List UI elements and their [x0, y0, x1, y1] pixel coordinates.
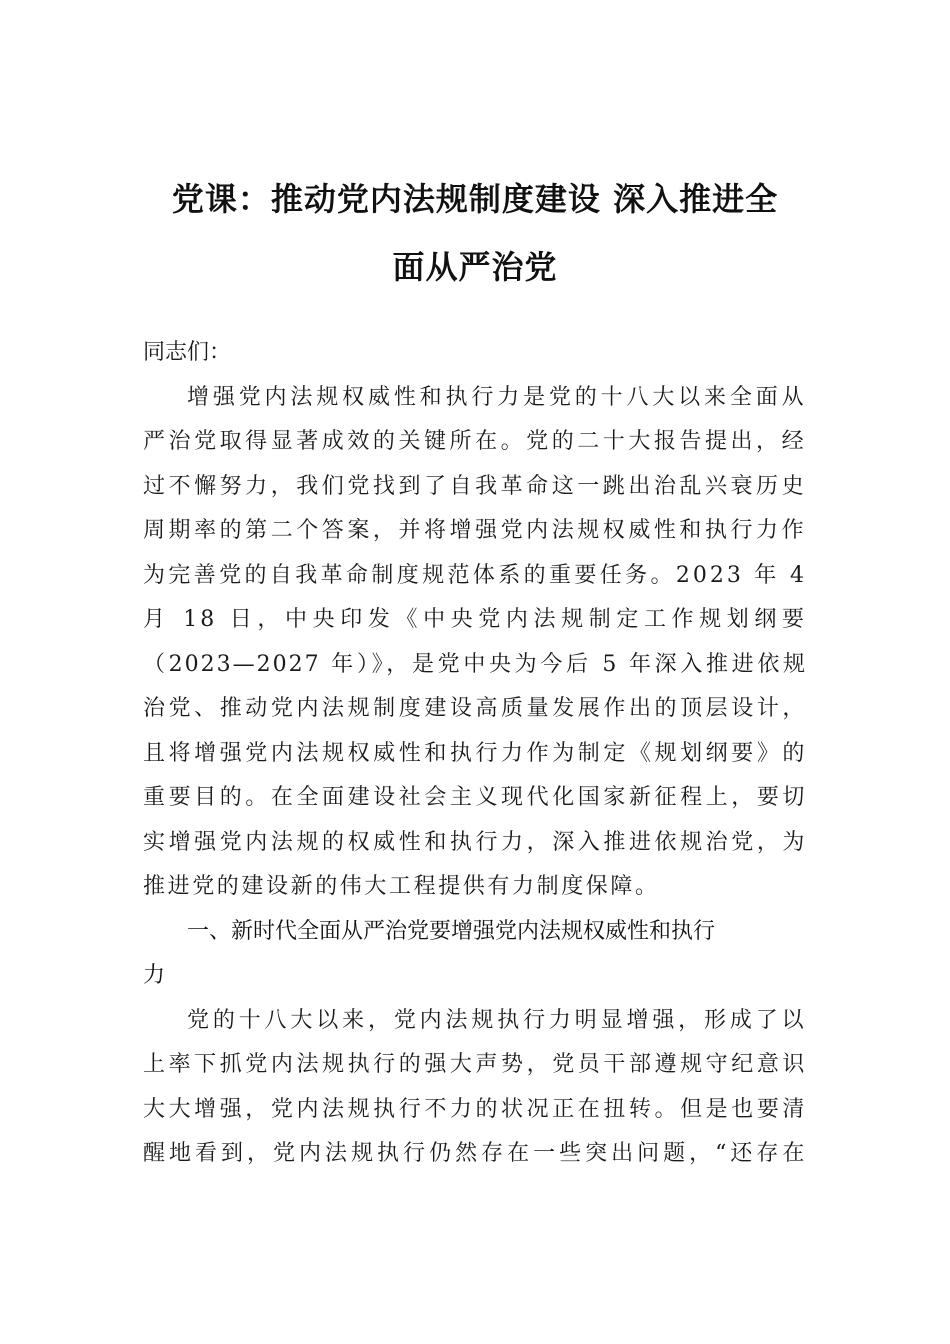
paragraph-line: 月 18 日，中央印发《中央党内法规制定工作规划纲要 [143, 607, 807, 632]
paragraph-line: 重要目的。在全面建设社会主义现代化国家新征程上，要切 [143, 785, 807, 810]
paragraph-line: 实增强党内法规的权威性和执行力，深入推进依规治党，为 [143, 829, 807, 855]
document-page [143, 165, 807, 1177]
paragraph-line: 党的十八大以来，党内法规执行力明显增强，形成了以 [187, 1007, 807, 1033]
greeting: 同志们： [143, 340, 232, 365]
paragraph-line: 过不懈努力，我们党找到了自我革命这一跳出治乱兴衰历史 [143, 473, 807, 499]
paragraph-line: 上率下抓党内法规执行的强大声势，党员干部遵规守纪意识 [143, 1052, 807, 1077]
document-body [143, 331, 807, 1177]
paragraph-line: 严治党取得显著成效的关键所在。党的二十大报告提出，经 [143, 429, 807, 454]
section-heading-1 [143, 910, 807, 999]
paragraph-2 [143, 999, 807, 1177]
paragraph-line: 为完善党的自我革命制度规范体系的重要任务。2023 年 4 [143, 562, 807, 588]
document-title [143, 165, 807, 301]
paragraph-line: 大大增强，党内法规执行不力的状况正在扭转。但是也要清 [143, 1096, 807, 1122]
title-line-1: 党课：推动党内法规制度建设 深入推进全 [171, 180, 779, 218]
paragraph-line: 推进党的建设新的伟大工程提供有力制度保障。 [143, 874, 660, 899]
paragraph-line: 治党、推动党内法规制度建设高质量发展作出的顶层设计， [143, 696, 807, 721]
heading-line: 一、新时代全面从严治党要增强党内法规权威性和执行 [187, 918, 716, 944]
paragraph-line: 且将增强党内法规权威性和执行力作为制定《规划纲要》的 [143, 740, 807, 766]
paragraph-1 [143, 376, 807, 910]
paragraph-line: 增强党内法规权威性和执行力是党的十八大以来全面从 [187, 384, 807, 410]
title-line-2: 面从严治党 [392, 248, 558, 286]
heading-line: 力 [143, 963, 166, 988]
paragraph-line: （2023—2027 年）》，是党中央为今后 5 年深入推进依规 [143, 651, 807, 677]
paragraph-line: 周期率的第二个答案，并将增强党内法规权威性和执行力作 [143, 518, 807, 543]
paragraph-line: 醒地看到，党内法规执行仍然存在一些突出问题，“还存在 [143, 1141, 807, 1166]
